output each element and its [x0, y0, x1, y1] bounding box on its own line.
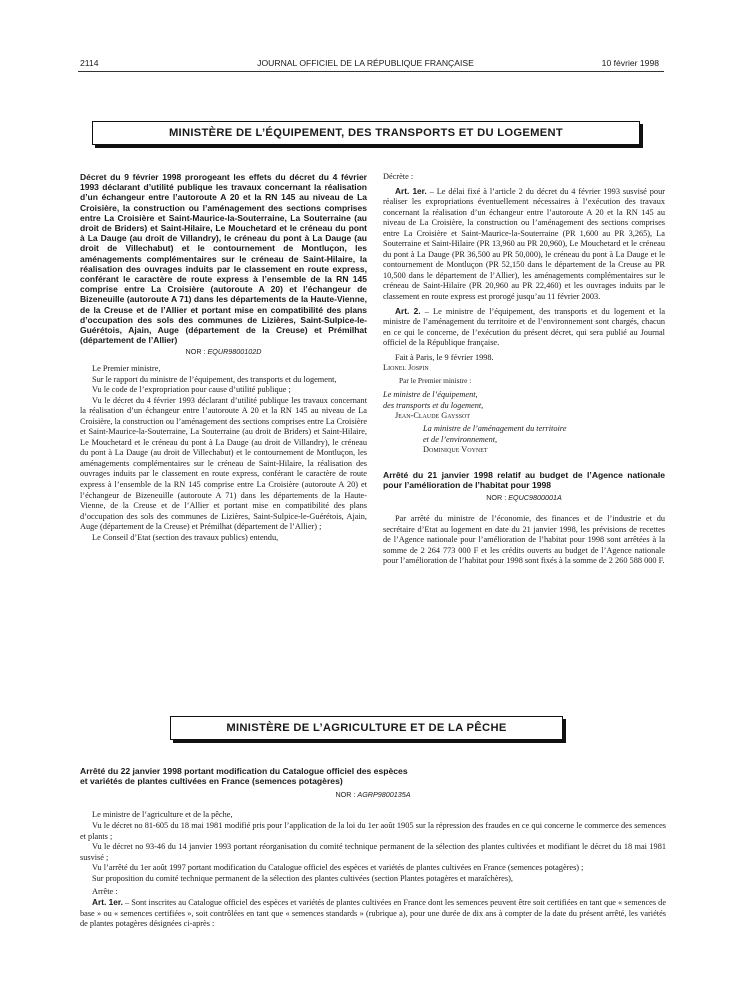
arrete-anah-nor	[383, 493, 665, 504]
minister-equipement-l1: Le ministre de l’équipement,	[383, 390, 478, 400]
journal-title: JOURNAL OFFICIEL DE LA RÉPUBLIQUE FRANÇAISE	[257, 58, 474, 68]
decree-title: Décret du 9 février 1998 prorogeant les effets du décret du 4 février 1993 déclarant d’utilité publique les travaux concernant la réalisation d’un échangeur entre l’autoroute A 20 et la RN 145 au niveau de La Croisière, la construction ou l’aménagement des sections comprises entre La Croisière et Saint-Maurice-la-Souterraine, La Souterraine (au droit de Briders) et Saint-Hilaire, Le Mouchetard et le créneau du pont à La Dauge (au droit de Villandry), le créneau du pont à La Dauge (au droit de Villechabut) et le contournement de Montluçon, les aménagements complémentaires sur le créneau de Saint-Hilaire, la réalisation des ouvrages induits par le classement en route express, conférant le caractère de route express à l’ensemble de la RN 145 comprise entre La Croisière (autoroute A 20) et l’échangeur de Bizeneuille (autoroute A 71) dans les départements de la Haute-Vienne, de la Creuse et de l’Allier et portant mise en compatibilité des plans d’occupation des sols des communes de Lizières, Saint-Sulpice-le-Guérétois, Ajain, Auge (département de la Creuse) et Prémilhat (département de l’Allier)	[80, 172, 367, 346]
signatory-gayssot: Jean-Claude Gayssot	[395, 411, 471, 421]
arrete-catalogue-para: Le ministre de l’agriculture et de la pêche,	[92, 810, 233, 820]
arrete-catalogue-para: Sur proposition du comité technique permanent de la sélection des plantes cultivées (section Plantes potagères et maraîchères),	[92, 873, 513, 883]
decree-para: Le Conseil d’Etat (section des travaux publics) entendu,	[92, 532, 279, 542]
left-column	[80, 172, 367, 543]
decree-para: Vu le code de l’expropriation pour cause d’utilité publique ;	[92, 385, 291, 395]
arrete-heading: Arrête :	[92, 886, 118, 896]
article-2	[383, 306, 665, 349]
article-1-text: – Le délai fixé à l’article 2 du décret du 4 février 1993 susvisé pour réaliser les expropriations éventuellement nécessaires à l’exécution des travaux concernant la réalisation d’un échangeur entre l’autoroute A 20 et la RN 145 au niveau de La Croisière, la construction ou l’aménagement des sections comprises entre La Croisière et Saint-Maurice-la-Souterraine (PR 1,600 au PR 3,265), La Souterraine et Saint-Hilaire (PR 13,960 au PR 20,960), Le Mouchetard et le créneau du pont à La Dauge (PR 36,500 au PR 50,000), le créneau du pont à La Dauge et le contournement de Montluçon (PR 52,150 dans le département de la Creuse au PR 10,500 dans le département de l’Allier), les aménagements complémentaires sur le créneau de Saint-Hilaire (PR 20,960 au PR 22,460) et les ouvrages induits par le classement en route express est prorogé jusqu’au 11 février 2003.	[383, 186, 665, 302]
decrete-heading: Décrète :	[383, 172, 414, 181]
arrete-anah-body: Par arrêté du ministre de l’économie, des finances et de l’industrie et du secrétaire d’Etat au logement en date du 21 janvier 1998, les prévisions de recettes de l’Agence nationale pour l’amélioration de l’habitat pour 1998 sont arrêtées à la somme de 2 264 773 000 F et les crédits ouverts au budget de l’Agence nationale pour l’amélioration de l’habitat pour 1998 sont fixés à la somme de 2 260 588 000 F.	[383, 514, 665, 566]
arrete-catalogue-title-l2: et variétés de plantes cultivées en France (semences potagères)	[80, 776, 343, 787]
minister-equipement-l2: des transports et du logement,	[383, 400, 484, 410]
article-1	[383, 186, 665, 303]
nor-code: EQUC9800001A	[508, 493, 562, 503]
article-1-text: – Sont inscrites au Catalogue officiel des espèces et variétés de plantes cultivées en France dont les semences peuvent être soit certifiées en tant que « semences de base » ou « semences certifiées », soit contrôlées en tant que « semences standards » (rubrique a), pour une durée de dix ans à compter de la date du présent arrêté, les variétés de plantes potagères désignées ci-après :	[80, 898, 666, 929]
decree-para: Le Premier ministre,	[92, 364, 161, 373]
issue-date: 10 février 1998	[601, 58, 659, 68]
decree-para: Vu le décret du 4 février 1993 déclarant d’utilité publique les travaux concernant la réalisation d’un échangeur entre l’autoroute A 20 et la RN 145 au niveau de La Croisière, la construction ou l’aménagement des sections comprises entre La Croisière et Saint-Maurice-la-Souterraine, La Souterraine (au droit de Briders) et Saint-Hilaire, Le Mouchetard et le créneau du pont à La Dauge (au droit de Villandry), le créneau du pont à La Dauge (au droit de Villechabut) et le contournement de Montluçon, les aménagements complémentaires sur le créneau de Saint-Hilaire, la réalisation des ouvrages induits par le classement en route express, conférant le caractère de route express à l’ensemble de la RN 145 comprise entre La Croisière (autoroute A 20) et l’échangeur de Bizeneuille (autoroute A 71) dans les départements de la Haute-Vienne, de la Creuse et de l’Allier et portant mise en compatibilité des plans d’occupation des sols des communes de Lizières, Saint-Sulpice-le-Guérétois, Ajain, Auge (département de la Creuse) et Prémilhat (département de l’Allier) ;	[80, 395, 367, 532]
arrete-catalogue-title-l1: Arrêté du 22 janvier 1998 portant modification du Catalogue officiel des espèces	[80, 766, 408, 776]
by-prime-minister: Par le Premier ministre :	[399, 375, 472, 385]
article-2-label: Art. 2.	[395, 305, 421, 316]
ministry-equipement-heading: MINISTÈRE DE L’ÉQUIPEMENT, DES TRANSPORTS ET DU LOGEMENT	[92, 121, 640, 145]
nor-code: AGRP9800135A	[357, 789, 411, 799]
decree-nor	[80, 347, 367, 358]
page-number: 2114	[80, 58, 99, 68]
article-1-label: Art. 1er.	[92, 897, 123, 908]
article-1-label: Art. 1er.	[395, 185, 427, 196]
minister-amenagement-l2: et de l’environnement,	[423, 434, 498, 444]
arrete-catalogue	[80, 766, 666, 930]
arrete-catalogue-nor	[80, 790, 666, 801]
nor-label: NOR :	[335, 789, 356, 799]
arrete-catalogue-para: Vu le décret no 81-605 du 18 mai 1981 modifié pris pour l’application de la loi du 1er août 1905 sur la répression des fraudes en ce qui concerne le commerce des semences et plants ;	[80, 821, 666, 841]
decree-para: Sur le rapport du ministre de l’équipement, des transports et du logement,	[92, 374, 337, 384]
done-at: Fait à Paris, le 9 février 1998.	[395, 352, 494, 362]
nor-code: EQUR9800102D	[207, 347, 262, 357]
signatory-voynet: Dominique Voynet	[423, 445, 488, 455]
nor-label: NOR :	[185, 347, 206, 357]
minister-amenagement-l1: La ministre de l’aménagement du territoire	[423, 424, 567, 434]
ministry-agriculture-heading: MINISTÈRE DE L’AGRICULTURE ET DE LA PÊCHE	[170, 716, 563, 740]
arrete-anah-title: Arrêté du 21 janvier 1998 relatif au budget de l’Agence nationale pour l’amélioration de l’habitat pour 1998	[383, 469, 665, 491]
arrete-catalogue-article-1	[80, 897, 666, 930]
article-2-text: – Le ministre de l’équipement, des transports et du logement et la ministre de l’aménagement du territoire et de l’environnement sont chargés, chacun en ce qui le concerne, de l’exécution du présent décret, qui sera publié au Journal officiel de la République française.	[383, 306, 666, 348]
arrete-catalogue-para: Vu le décret no 93-46 du 14 janvier 1993 portant réorganisation du comité technique permanent de la sélection des plantes cultivées et modifiant le décret du 18 mai 1981 susvisé ;	[80, 842, 666, 862]
nor-label: NOR :	[486, 493, 507, 503]
signatory-jospin: Lionel Jospin	[383, 363, 429, 373]
header-rule	[78, 71, 664, 72]
arrete-catalogue-para: Vu l’arrêté du 1er août 1997 portant modification du Catalogue officiel des espèces et variétés de plantes cultivées en France (semences potagères) ;	[92, 863, 584, 873]
right-column	[383, 172, 665, 567]
